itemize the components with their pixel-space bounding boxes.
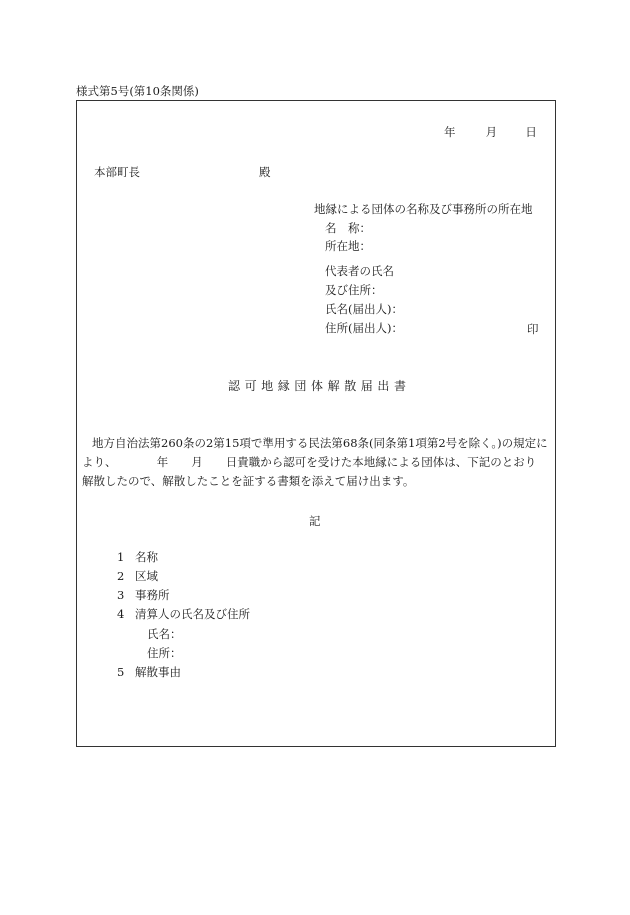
liquidator-address-label: 住所： [147,646,182,660]
body-line-3: 解散したので、解散したことを証する書類を添えて届け出ます。 [82,474,415,488]
date-line [444,124,537,140]
list-item-number: 5 [117,665,125,679]
list-item [117,549,158,565]
date-day: 日 [525,125,537,139]
seal-mark: 印 [527,322,539,336]
list-item-number: 3 [117,588,125,602]
ki-heading: 記 [309,514,321,528]
date-year: 年 [444,125,456,139]
applicant-address-label: 所在地： [325,239,371,253]
list-item [117,587,170,603]
date-month: 月 [485,125,498,139]
list-item [117,606,250,622]
list-item-label: 事務所 [135,588,170,602]
submitter-name-label: 氏名(届出人)： [325,302,403,316]
list-item [117,568,158,584]
addressee-honorific: 殿 [259,165,271,179]
list-item [117,664,181,680]
body-line-1: 地方自治法第260条の2第15項で準用する民法第68条(同条第1項第2号を除く。)の規定に [92,436,548,450]
list-item-label: 名称 [135,550,158,564]
list-item-number: 4 [117,607,125,621]
list-item-label: 区域 [135,569,158,583]
applicant-name-label: 名 称： [325,221,371,235]
list-item-label: 清算人の氏名及び住所 [135,607,250,621]
representative-label-1: 代表者の氏名 [325,264,394,278]
form-number: 様式第5号(第10条関係) [76,84,199,98]
addressee-title: 本部町長 [94,165,140,179]
document-title: 認可地縁団体解散届出書 [228,379,411,393]
body-line-2: より、 年 月 日貴職から認可を受けた本地縁による団体は、下記のとおり [82,455,537,469]
submitter-address-label: 住所(届出人)： [325,321,403,335]
list-item-number: 1 [117,550,125,564]
liquidator-name-label: 氏名： [147,627,182,641]
representative-label-2: 及び住所： [325,283,383,297]
applicant-heading: 地縁による団体の名称及び事務所の所在地 [314,202,533,216]
list-item-label: 解散事由 [135,665,181,679]
list-item-number: 2 [117,569,125,583]
